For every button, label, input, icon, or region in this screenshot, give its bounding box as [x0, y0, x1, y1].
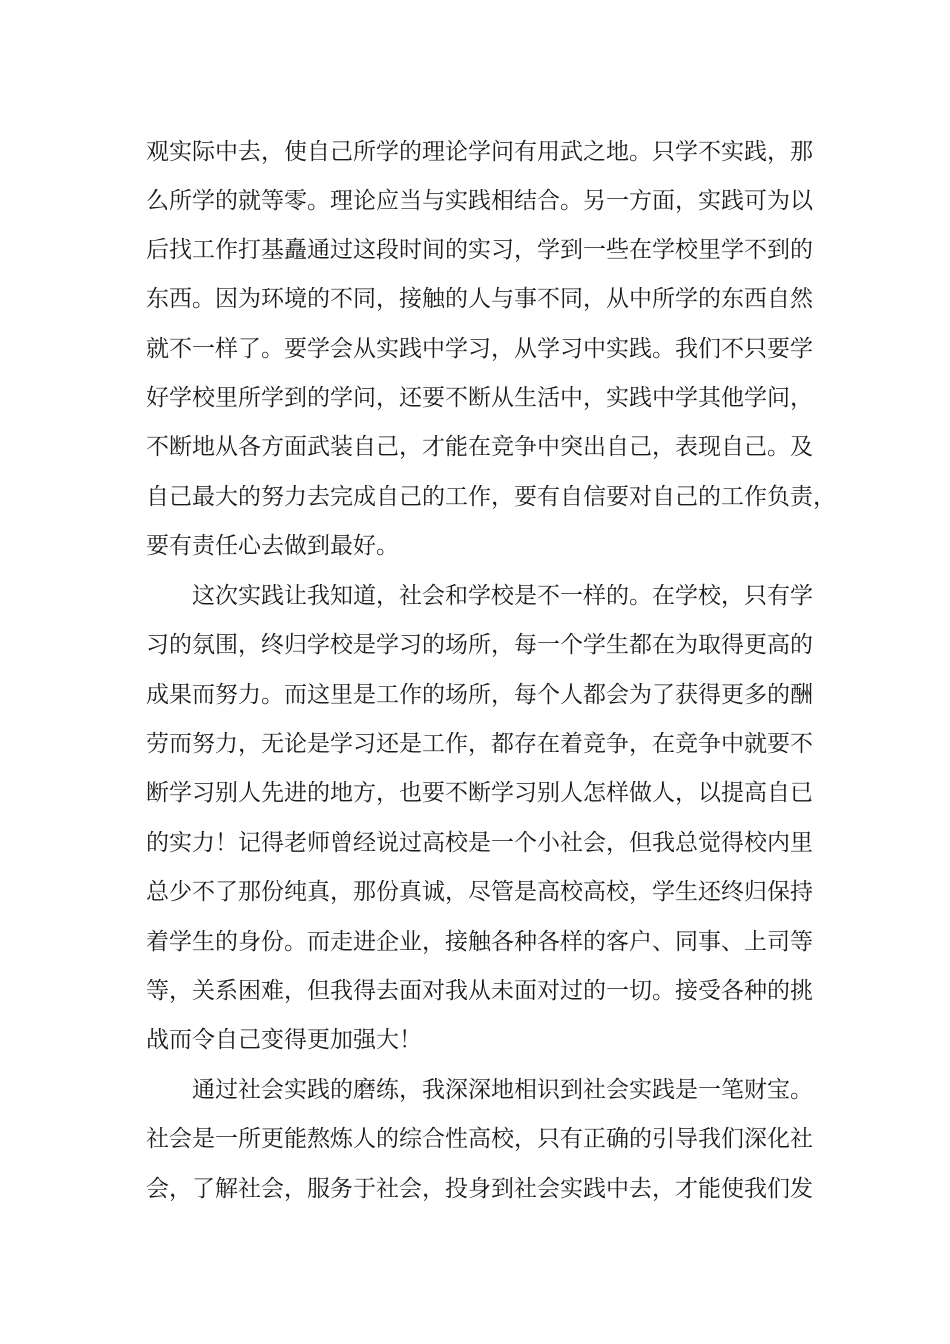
text-line: 习的氛围，终归学校是学习的场所，每一个学生都在为取得更高的: [146, 632, 813, 658]
text-line: 就不一样了。要学会从实践中学习，从学习中实践。我们不只要学: [146, 336, 813, 362]
text-line: 的实力！记得老师曾经说过高校是一个小社会，但我总觉得校内里: [146, 830, 813, 856]
text-line: 后找工作打基矗通过这段时间的实习，学到一些在学校里学不到的: [146, 237, 813, 263]
text-line: 观实际中去，使自己所学的理论学问有用武之地。只学不实践，那: [146, 139, 813, 165]
text-line: 要有责任心去做到最好。: [146, 533, 399, 559]
text-line: 着学生的身份。而走进企业，接触各种各样的客户、同事、上司等: [146, 929, 813, 955]
text-line: 会，了解社会，服务于社会，投身到社会实践中去，才能使我们发: [146, 1176, 813, 1202]
paragraph-first-line: 这次实践让我知道，社会和学校是不一样的。在学校，只有学: [192, 583, 813, 609]
text-line: 东西。因为环境的不同，接触的人与事不同，从中所学的东西自然: [146, 286, 813, 312]
text-line: 总少不了那份纯真，那份真诚，尽管是高校高校，学生还终归保持: [146, 879, 813, 905]
paragraph-first-line: 通过社会实践的磨练，我深深地相识到社会实践是一笔财宝。: [192, 1077, 813, 1103]
text-line: 好学校里所学到的学问，还要不断从生活中，实践中学其他学问，: [146, 385, 813, 411]
text-line: 社会是一所更能熬炼人的综合性高校，只有正确的引导我们深化社: [146, 1126, 813, 1152]
text-line: 等，关系困难，但我得去面对我从未面对过的一切。接受各种的挑: [146, 978, 813, 1004]
text-line: 成果而努力。而这里是工作的场所，每个人都会为了获得更多的酬: [146, 682, 813, 708]
text-line: 不断地从各方面武装自己，才能在竞争中突出自己，表现自己。及: [146, 434, 813, 460]
text-line: 断学习别人先进的地方，也要不断学习别人怎样做人，以提高自已: [146, 780, 813, 806]
text-line: 劳而努力，无论是学习还是工作，都存在着竞争，在竞争中就要不: [146, 731, 813, 757]
text-line: 么所学的就等零。理论应当与实践相结合。另一方面，实践可为以: [146, 188, 813, 214]
text-line: 自己最大的努力去完成自己的工作，要有自信要对自己的工作负责，: [146, 484, 836, 510]
text-line: 战而令自己变得更加强大！: [146, 1027, 422, 1053]
